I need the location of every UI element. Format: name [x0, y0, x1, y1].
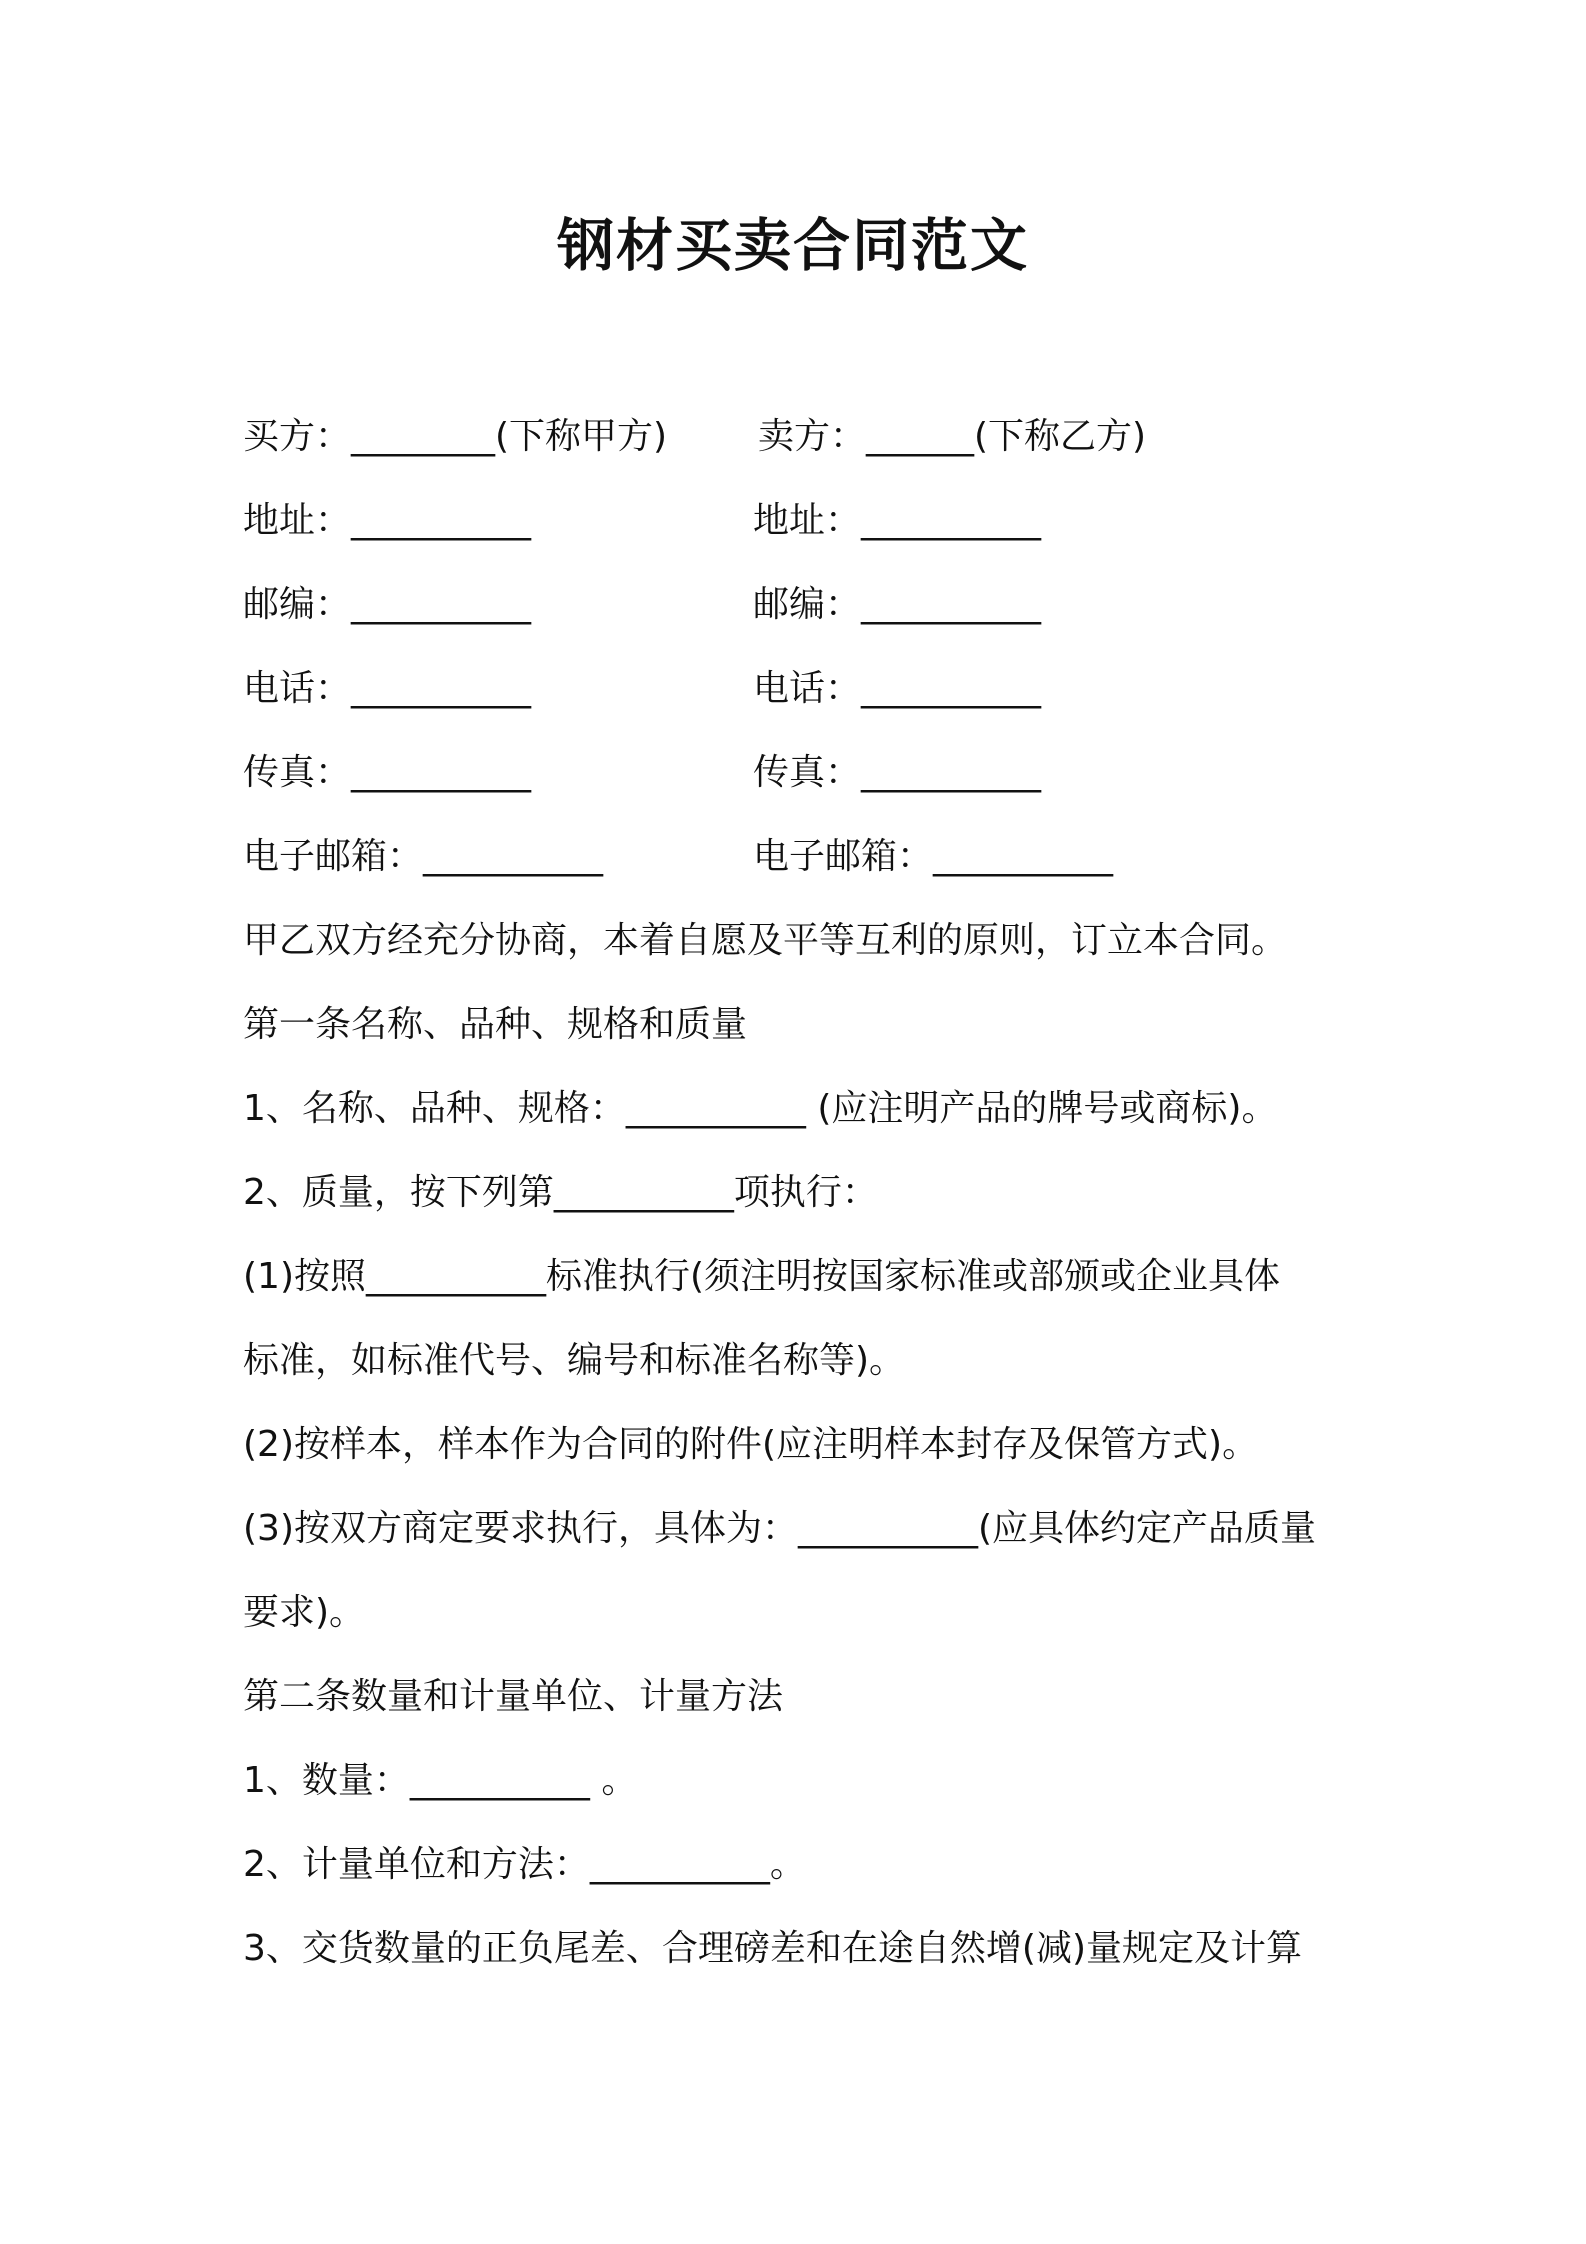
- section-heading: 第二条数量和计量单位、计量方法: [243, 1676, 784, 1717]
- paragraph-line: 3、交货数量的正负尾差、合理磅差和在途自然增(减)量规定及计算: [243, 1928, 1302, 1969]
- seller-fax: 传真：__________: [753, 752, 1042, 793]
- buyer-fax: 传真：__________: [243, 752, 532, 793]
- paragraph-line: 甲乙双方经充分协商，本着自愿及平等互利的原则，订立本合同。: [243, 920, 1288, 961]
- seller-email: 电子邮箱：__________: [753, 836, 1114, 877]
- paragraph-line: 1、名称、品种、规格：__________ (应注明产品的牌号或商标)。: [243, 1088, 1278, 1129]
- document-title: 钢材买卖合同范文: [557, 213, 1029, 279]
- seller-postcode: 邮编：__________: [753, 584, 1042, 625]
- paragraph-line: (1)按照__________标准执行(须注明按国家标准或部颁或企业具体: [243, 1256, 1281, 1297]
- paragraph-line: (2)按样本，样本作为合同的附件(应注明样本封存及保管方式)。: [243, 1424, 1259, 1465]
- buyer-address: 地址：__________: [243, 500, 532, 541]
- seller-line: 卖方：______(下称乙方): [758, 416, 1147, 457]
- buyer-line: 买方：________(下称甲方): [243, 416, 668, 457]
- paragraph-line: 2、质量，按下列第__________项执行：: [243, 1172, 878, 1213]
- paragraph-line: 1、数量：__________ 。: [243, 1760, 638, 1801]
- buyer-email: 电子邮箱：__________: [243, 836, 604, 877]
- seller-phone: 电话：__________: [753, 668, 1042, 709]
- paragraph-line: 要求)。: [243, 1592, 366, 1633]
- paragraph-line: 2、计量单位和方法：__________。: [243, 1844, 806, 1885]
- seller-address: 地址：__________: [753, 500, 1042, 541]
- section-heading: 第一条名称、品种、规格和质量: [243, 1004, 748, 1045]
- buyer-postcode: 邮编：__________: [243, 584, 532, 625]
- buyer-phone: 电话：__________: [243, 668, 532, 709]
- paragraph-line: 标准，如标准代号、编号和标准名称等)。: [243, 1340, 906, 1381]
- paragraph-line: (3)按双方商定要求执行，具体为：__________(应具体约定产品质量: [243, 1508, 1317, 1549]
